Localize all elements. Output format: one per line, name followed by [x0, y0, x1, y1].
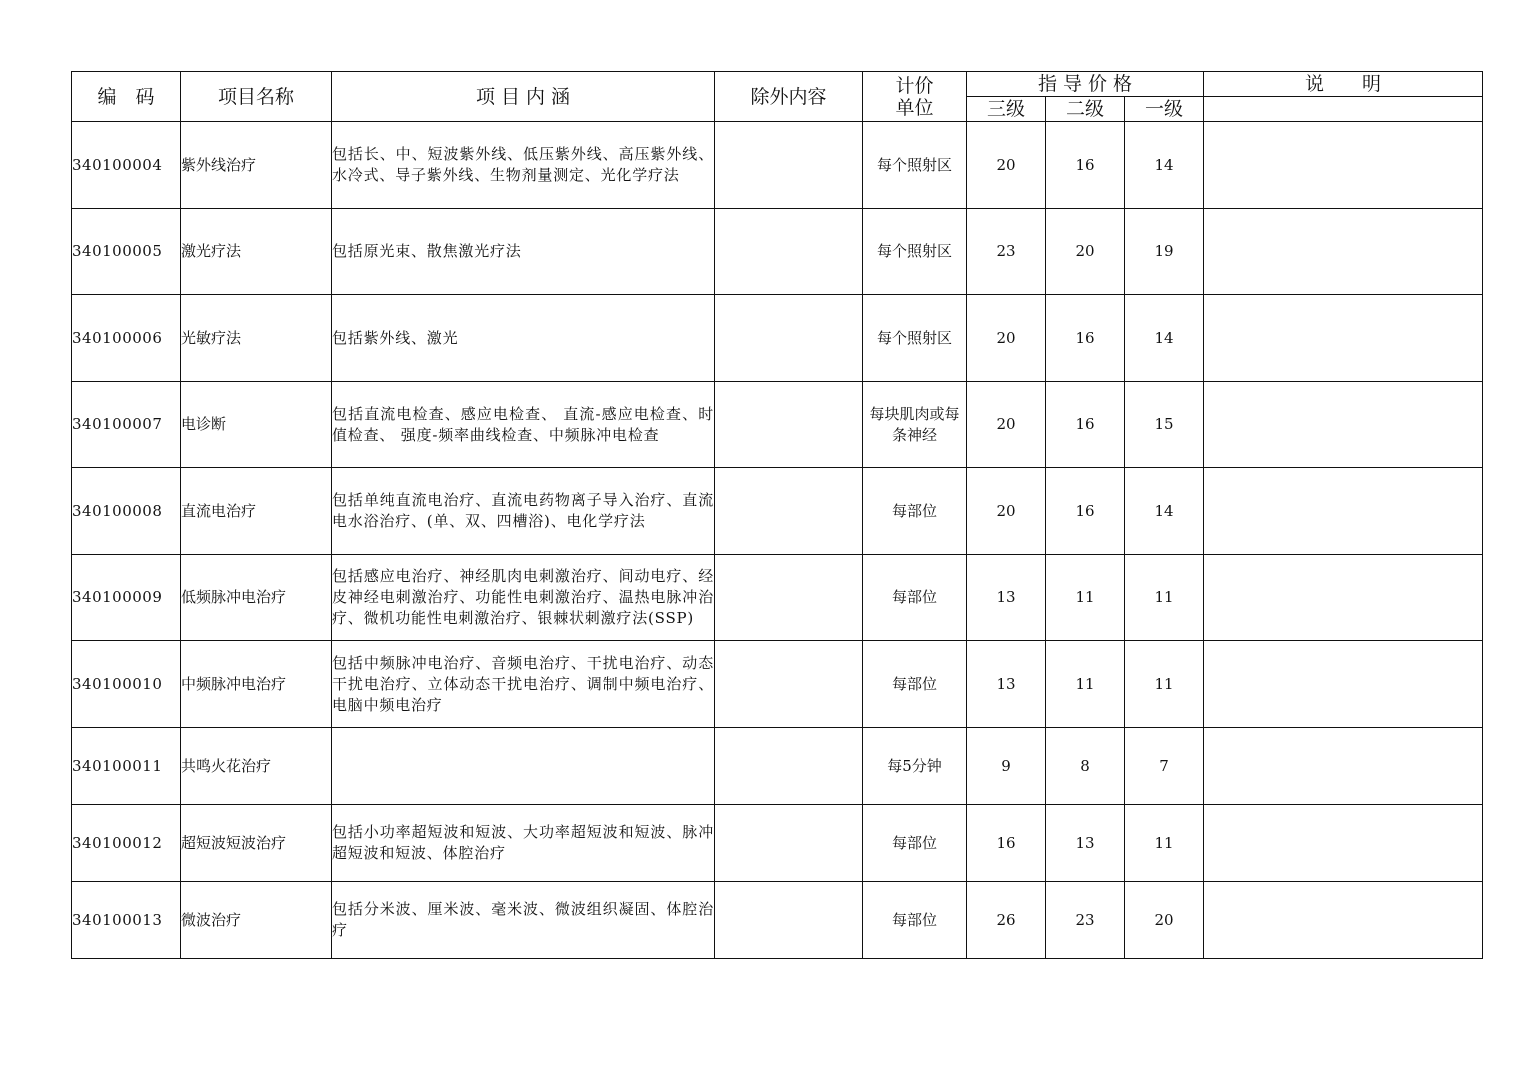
cell-price-level1: 7 [1125, 728, 1204, 805]
cell-price-level1: 11 [1125, 555, 1204, 641]
table-row [72, 382, 1483, 468]
header-name: 项目名称 [181, 72, 332, 122]
cell-price-level2: 20 [1046, 209, 1125, 295]
table-row [72, 209, 1483, 295]
cell-price-level3: 13 [967, 555, 1046, 641]
cell-unit: 每部位 [863, 468, 967, 555]
cell-unit: 每部位 [863, 882, 967, 959]
cell-price-level2: 23 [1046, 882, 1125, 959]
cell-price-level2: 11 [1046, 641, 1125, 728]
header-level1: 一级 [1125, 97, 1204, 122]
cell-content: 包括原光束、散焦激光疗法 [332, 209, 715, 295]
cell-note [1204, 555, 1483, 641]
cell-code: 340100013 [72, 882, 181, 959]
cell-unit: 每块肌肉或每条神经 [863, 382, 967, 468]
cell-price-level1: 14 [1125, 122, 1204, 209]
table-row [72, 468, 1483, 555]
cell-price-level1: 11 [1125, 641, 1204, 728]
cell-price-level2: 16 [1046, 295, 1125, 382]
cell-price-level1: 14 [1125, 295, 1204, 382]
cell-price-level3: 23 [967, 209, 1046, 295]
header-code: 编 码 [72, 72, 181, 122]
cell-price-level3: 26 [967, 882, 1046, 959]
cell-exclusion [715, 882, 863, 959]
table-row [72, 728, 1483, 805]
cell-name: 紫外线治疗 [181, 122, 332, 209]
cell-code: 340100011 [72, 728, 181, 805]
cell-exclusion [715, 382, 863, 468]
cell-name: 微波治疗 [181, 882, 332, 959]
cell-exclusion [715, 805, 863, 882]
cell-exclusion [715, 728, 863, 805]
cell-code: 340100012 [72, 805, 181, 882]
cell-content: 包括感应电治疗、神经肌肉电刺激治疗、间动电疗、经皮神经电刺激治疗、功能性电刺激治疗、温热电脉冲治疗、微机功能性电刺激治疗、银棘状刺激疗法(SSP) [332, 555, 715, 641]
cell-note [1204, 382, 1483, 468]
cell-price-level2: 16 [1046, 382, 1125, 468]
cell-note [1204, 882, 1483, 959]
cell-exclusion [715, 468, 863, 555]
cell-exclusion [715, 641, 863, 728]
cell-content: 包括长、中、短波紫外线、低压紫外线、高压紫外线、水冷式、导子紫外线、生物剂量测定、光化学疗法 [332, 122, 715, 209]
cell-price-level3: 20 [967, 382, 1046, 468]
cell-code: 340100005 [72, 209, 181, 295]
cell-content: 包括小功率超短波和短波、大功率超短波和短波、脉冲超短波和短波、体腔治疗 [332, 805, 715, 882]
cell-price-level2: 16 [1046, 122, 1125, 209]
header-price: 指 导 价 格 [967, 72, 1204, 97]
table-row [72, 122, 1483, 209]
cell-price-level1: 19 [1125, 209, 1204, 295]
cell-exclusion [715, 295, 863, 382]
table-row [72, 295, 1483, 382]
cell-note [1204, 728, 1483, 805]
cell-note [1204, 641, 1483, 728]
cell-note [1204, 209, 1483, 295]
cell-name: 电诊断 [181, 382, 332, 468]
cell-price-level2: 8 [1046, 728, 1125, 805]
table-row [72, 641, 1483, 728]
cell-name: 低频脉冲电治疗 [181, 555, 332, 641]
table-row [72, 555, 1483, 641]
cell-content: 包括分米波、厘米波、毫米波、微波组织凝固、体腔治疗 [332, 882, 715, 959]
cell-unit: 每部位 [863, 805, 967, 882]
header-content: 项 目 内 涵 [332, 72, 715, 122]
header-exclusion: 除外内容 [715, 72, 863, 122]
cell-price-level3: 20 [967, 468, 1046, 555]
cell-exclusion [715, 209, 863, 295]
cell-code: 340100006 [72, 295, 181, 382]
cell-unit: 每部位 [863, 555, 967, 641]
cell-name: 激光疗法 [181, 209, 332, 295]
cell-note [1204, 122, 1483, 209]
cell-price-level1: 20 [1125, 882, 1204, 959]
cell-unit: 每个照射区 [863, 295, 967, 382]
cell-price-level2: 16 [1046, 468, 1125, 555]
cell-content: 包括中频脉冲电治疗、音频电治疗、干扰电治疗、动态干扰电治疗、立体动态干扰电治疗、调制中频电治疗、电脑中频电治疗 [332, 641, 715, 728]
cell-code: 340100010 [72, 641, 181, 728]
cell-exclusion [715, 122, 863, 209]
cell-note [1204, 805, 1483, 882]
header-level3: 三级 [967, 97, 1046, 122]
cell-name: 共鸣火花治疗 [181, 728, 332, 805]
cell-content: 包括紫外线、激光 [332, 295, 715, 382]
cell-content: 包括单纯直流电治疗、直流电药物离子导入治疗、直流电水浴治疗、(单、双、四槽浴)、电化学疗法 [332, 468, 715, 555]
cell-price-level1: 14 [1125, 468, 1204, 555]
cell-code: 340100009 [72, 555, 181, 641]
cell-price-level1: 11 [1125, 805, 1204, 882]
cell-code: 340100007 [72, 382, 181, 468]
table-row [72, 805, 1483, 882]
cell-price-level3: 9 [967, 728, 1046, 805]
cell-unit: 每个照射区 [863, 209, 967, 295]
price-table [71, 71, 1483, 959]
header-note: 说 明 [1204, 72, 1483, 97]
cell-price-level3: 16 [967, 805, 1046, 882]
header-level2: 二级 [1046, 97, 1125, 122]
cell-name: 光敏疗法 [181, 295, 332, 382]
cell-name: 中频脉冲电治疗 [181, 641, 332, 728]
cell-unit: 每个照射区 [863, 122, 967, 209]
cell-code: 340100008 [72, 468, 181, 555]
cell-code: 340100004 [72, 122, 181, 209]
cell-price-level3: 13 [967, 641, 1046, 728]
cell-unit: 每5分钟 [863, 728, 967, 805]
cell-price-level1: 15 [1125, 382, 1204, 468]
cell-content: 包括直流电检查、感应电检查、 直流-感应电检查、时值检查、 强度-频率曲线检查、中频脉冲电检查 [332, 382, 715, 468]
cell-price-level3: 20 [967, 122, 1046, 209]
cell-name: 超短波短波治疗 [181, 805, 332, 882]
cell-content [332, 728, 715, 805]
cell-price-level2: 11 [1046, 555, 1125, 641]
cell-name: 直流电治疗 [181, 468, 332, 555]
table-row [72, 882, 1483, 959]
cell-price-level2: 13 [1046, 805, 1125, 882]
cell-note [1204, 295, 1483, 382]
header-note-sub [1204, 97, 1483, 122]
cell-price-level3: 20 [967, 295, 1046, 382]
header-unit: 计价单位 [863, 72, 967, 122]
cell-exclusion [715, 555, 863, 641]
cell-unit: 每部位 [863, 641, 967, 728]
cell-note [1204, 468, 1483, 555]
